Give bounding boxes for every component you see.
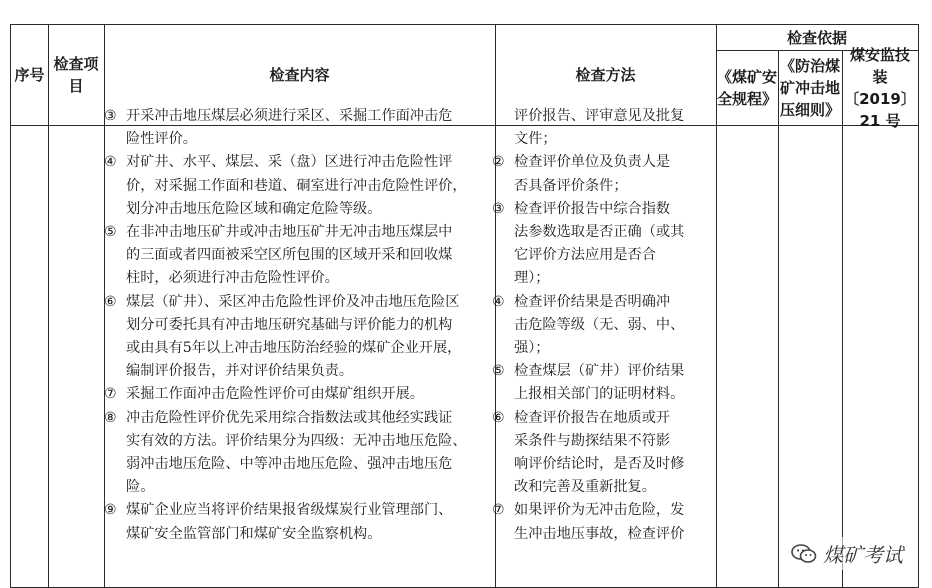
list-item: [104, 383, 494, 406]
header-basis-coal-mine-safety-regulations: 《煤矿安 全规程》: [716, 67, 777, 108]
item-text-line: 开采冲击地压煤层必须进行采区、采掘工作面冲击危: [126, 108, 453, 124]
item-number: ④: [104, 154, 117, 171]
item-text-line: 改和完善及重新批复。: [514, 479, 656, 496]
item-number: [492, 105, 514, 151]
item-text-line: 煤层（矿井）、采区冲击危险性评价及冲击地压危险区: [126, 293, 460, 310]
item-text-line: 检查评价报告中综合指数: [514, 200, 671, 217]
item-number: ⑥: [104, 293, 117, 310]
item-text: [126, 407, 494, 500]
list-item: [492, 291, 705, 361]
item-text-line: 实有效的方法。评价结果分为四级：无冲击地压危险、: [126, 432, 467, 449]
header-method: 检查方法: [575, 66, 636, 84]
header-basis-notice-2019-21: 煤安监技 装〔2019〕 21 号: [844, 45, 916, 130]
item-number: ⑦: [492, 502, 505, 519]
list-item: [492, 151, 705, 197]
list-item: [104, 407, 494, 500]
wechat-icon: [791, 543, 817, 565]
item-text-line: 对矿井、水平、煤层、采（盘）区进行冲击危险性评: [126, 154, 453, 171]
item-text: [126, 151, 494, 221]
header-basis-rockburst-rules: 《防治煤 矿冲击地 压细则》: [779, 56, 840, 119]
item-number: ⑧: [104, 409, 117, 426]
item-text: [514, 407, 705, 500]
list-item: [104, 499, 494, 545]
header-content: 检查内容: [269, 66, 330, 84]
item-number: ⑤: [104, 224, 117, 241]
item-text-line: 弱冲击地压危险、中等冲击地压危险、强冲击地压危: [126, 456, 453, 473]
col-divider: [842, 50, 843, 587]
item-text: [514, 105, 705, 151]
item-text-line: 或由具有5年以上冲击地压防治经验的煤矿企业开展，: [126, 340, 462, 357]
item-text: [126, 499, 494, 545]
item-number: ④: [492, 293, 505, 310]
col-divider: [778, 50, 779, 587]
item-number: ③: [492, 200, 505, 217]
item-text-line: 编制评价报告，并对评价结果负责。: [126, 363, 354, 380]
item-text: [514, 151, 705, 197]
item-text-line: 它评价方法应用是否合: [514, 247, 656, 264]
item-number: ②: [492, 154, 505, 171]
item-text: [126, 221, 494, 291]
item-text: [514, 499, 705, 545]
item-number: ⑨: [104, 502, 117, 519]
inspection-content-list: [104, 105, 494, 546]
item-text-line: 如果评价为无冲击危险，发: [514, 502, 685, 519]
list-item: [492, 105, 705, 151]
item-text-line: 冲击危险性评价优先采用综合指数法或其他经实践证: [126, 409, 453, 426]
list-item: [492, 198, 705, 291]
item-text-line: 理）；: [514, 270, 550, 287]
inspection-method-list: [492, 105, 705, 546]
watermark-text: 煤矿考试: [823, 543, 903, 567]
item-text-line: 检查煤层（矿井）评价结果: [514, 363, 685, 380]
header-no: 序号: [14, 66, 45, 84]
item-text-line: 检查评价单位及负责人是: [514, 154, 671, 171]
item-text-line: 文件；: [514, 131, 557, 148]
list-item: [104, 151, 494, 221]
item-text: [126, 291, 494, 384]
item-text-line: 的三面或者四面被采空区所包围的区域开采和回收煤: [126, 247, 453, 264]
item-text-line: 价，对采掘工作面和巷道、硐室进行冲击危险性评价，: [126, 177, 467, 194]
header-item: 检查项目: [53, 55, 99, 95]
item-number: ⑤: [492, 363, 505, 380]
item-number: ③: [104, 108, 117, 124]
list-item: [492, 499, 705, 545]
item-text-line: 击危险等级（无、弱、中、: [514, 316, 685, 333]
item-text-line: 在非冲击地压矿井或冲击地压矿井无冲击地压煤层中: [126, 224, 453, 241]
item-text-line: 强）；: [514, 340, 550, 357]
watermark: [787, 537, 907, 570]
item-text-line: 险。: [126, 479, 155, 496]
list-item: [104, 291, 494, 384]
item-text-line: 采条件与勘探结果不符影: [514, 432, 671, 449]
item-text: [126, 383, 494, 406]
list-item: [492, 407, 705, 500]
item-text: [514, 198, 705, 291]
item-text-line: 法参数选取是否正确（或其: [514, 224, 685, 241]
item-text-line: 柱时，必须进行冲击危险性评价。: [126, 270, 339, 287]
item-text-line: 生冲击地压事故，检查评价: [514, 525, 685, 542]
item-text-line: 采掘工作面冲击危险性评价可由煤矿组织开展。: [126, 386, 424, 403]
item-number: ⑦: [104, 386, 117, 403]
header-basis: 检查依据: [786, 28, 847, 47]
list-item: [104, 221, 494, 291]
item-text-line: 否具备评价条件；: [514, 177, 628, 194]
item-text: [514, 360, 705, 406]
item-text-line: 划分冲击地压危险区域和确定危险等级。: [126, 200, 382, 217]
item-text-line: 煤矿安全监管部门和煤矿安全监察机构。: [126, 525, 382, 542]
item-text: [514, 291, 705, 361]
item-text-line: 检查评价报告在地质或开: [514, 409, 671, 426]
item-text-line: 评价报告、评审意见及批复: [514, 108, 685, 124]
list-item: [104, 105, 494, 151]
item-text-line: 检查评价结果是否明确冲: [514, 293, 671, 310]
item-text-line: 响评价结论时，是否及时修: [514, 456, 685, 473]
item-text-line: 煤矿企业应当将评价结果报省级煤炭行业管理部门、: [126, 502, 453, 519]
item-text: [126, 105, 494, 151]
item-text-line: 险性评价。: [126, 131, 197, 148]
list-item: [492, 360, 705, 406]
item-number: ⑥: [492, 409, 505, 426]
item-text-line: 上报相关部门的证明材料。: [514, 386, 685, 403]
item-text-line: 划分可委托具有冲击地压研究基础与评价能力的机构: [126, 316, 453, 333]
